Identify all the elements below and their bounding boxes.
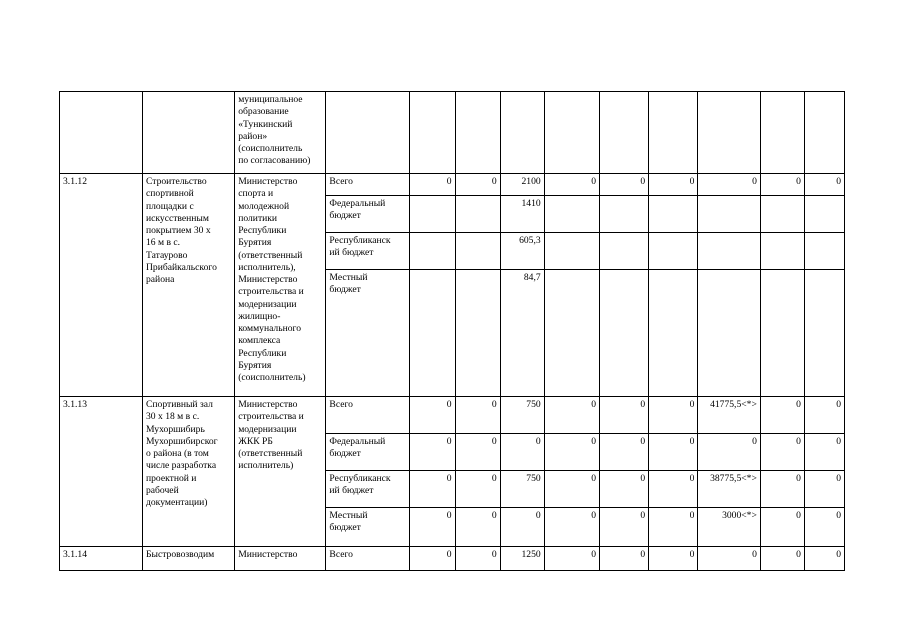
value-cell [760,196,804,233]
value-cell [544,196,599,233]
value-cell: 0 [455,174,500,196]
value-cell: 0 [544,508,599,547]
value-cell [500,92,544,174]
value-cell: 3000<*> [698,508,761,547]
value-cell: 0 [760,508,804,547]
item-responsible: Министерство спорта и молодежной политики Республики Бурятия (ответственный исполнитель), Министерство строительства и модернизации жилищно- коммунального комплекса Республики Бурятия (соисполнитель) [235,174,326,397]
value-cell [455,196,500,233]
value-cell [698,196,761,233]
value-cell: 0 [544,547,599,571]
value-cell: 0 [649,174,698,196]
value-cell: 0 [455,471,500,508]
value-cell [410,270,455,397]
value-cell: 0 [600,471,649,508]
responsible-cell: муниципальное образование «Тункинский район» (соисполнитель по согласованию) [235,92,326,174]
name-cell [143,92,235,174]
value-cell [698,92,761,174]
table-row [60,92,845,174]
value-cell [455,233,500,270]
item-code: 3.1.14 [60,547,143,571]
funding-source: Федеральный бюджет [326,434,410,471]
value-cell: 0 [698,547,761,571]
value-cell: 0 [804,397,844,434]
value-cell: 0 [649,547,698,571]
value-cell [410,233,455,270]
value-cell: 0 [410,471,455,508]
value-cell [600,270,649,397]
value-cell: 0 [410,174,455,196]
value-cell: 0 [760,397,804,434]
value-cell [649,270,698,397]
value-cell: 0 [410,547,455,571]
value-cell: 0 [649,471,698,508]
value-cell [649,92,698,174]
value-cell: 0 [410,434,455,471]
value-cell: 84,7 [500,270,544,397]
value-cell [760,233,804,270]
value-cell: 0 [649,434,698,471]
value-cell: 0 [544,434,599,471]
value-cell: 0 [455,397,500,434]
value-cell [544,233,599,270]
value-cell [804,92,844,174]
value-cell: 0 [600,547,649,571]
table-row [60,397,845,434]
funding-source: Республиканск ий бюджет [326,471,410,508]
funding-source: Местный бюджет [326,508,410,547]
funding-source: Республиканск ий бюджет [326,233,410,270]
budget-table [59,91,845,571]
value-cell: 1250 [500,547,544,571]
value-cell: 0 [804,508,844,547]
value-cell: 0 [544,471,599,508]
value-cell: 0 [760,434,804,471]
source-cell [326,92,410,174]
value-cell: 0 [649,397,698,434]
value-cell [760,92,804,174]
funding-source: Местный бюджет [326,270,410,397]
value-cell: 0 [410,508,455,547]
value-cell: 1410 [500,196,544,233]
value-cell: 41775,5<*> [698,397,761,434]
value-cell: 0 [544,174,599,196]
item-responsible: Министерство строительства и модернизации ЖКК РБ (ответственный исполнитель) [235,397,326,547]
table-row [60,547,845,571]
value-cell: 0 [760,471,804,508]
item-name: Спортивный зал 30 х 18 м в с. Мухоршибирь Мухоршибирског о района (в том числе разработка проектной и рабочей документации) [143,397,235,547]
value-cell [804,233,844,270]
value-cell: 0 [804,547,844,571]
value-cell: 0 [600,434,649,471]
value-cell: 0 [455,508,500,547]
value-cell: 0 [410,397,455,434]
value-cell [804,270,844,397]
item-name: Быстровозводим [143,547,235,571]
value-cell: 0 [760,174,804,196]
value-cell: 0 [500,508,544,547]
value-cell: 0 [600,508,649,547]
value-cell: 0 [649,508,698,547]
value-cell: 0 [804,174,844,196]
value-cell: 0 [760,547,804,571]
value-cell [544,92,599,174]
value-cell: 0 [455,434,500,471]
value-cell [600,196,649,233]
value-cell: 0 [544,397,599,434]
value-cell: 0 [500,434,544,471]
value-cell: 605,3 [500,233,544,270]
value-cell [649,233,698,270]
value-cell: 0 [600,174,649,196]
value-cell [600,92,649,174]
item-responsible: Министерство [235,547,326,571]
funding-source: Всего [326,174,410,196]
value-cell [760,270,804,397]
item-code: 3.1.12 [60,174,143,397]
funding-source: Всего [326,397,410,434]
value-cell: 0 [455,547,500,571]
value-cell [698,270,761,397]
value-cell [455,92,500,174]
value-cell: 0 [600,397,649,434]
value-cell: 2100 [500,174,544,196]
value-cell [455,270,500,397]
value-cell [698,233,761,270]
funding-source: Федеральный бюджет [326,196,410,233]
item-name: Строительство спортивной площадки с искусственным покрытием 30 х 16 м в с. Татаурово Прибайкальского района [143,174,235,397]
funding-source: Всего [326,547,410,571]
value-cell: 0 [804,471,844,508]
value-cell [410,196,455,233]
value-cell [804,196,844,233]
item-code: 3.1.13 [60,397,143,547]
value-cell: 0 [804,434,844,471]
value-cell [410,92,455,174]
value-cell: 750 [500,397,544,434]
code-cell [60,92,143,174]
value-cell: 750 [500,471,544,508]
value-cell: 38775,5<*> [698,471,761,508]
value-cell [544,270,599,397]
value-cell [649,196,698,233]
value-cell: 0 [698,434,761,471]
value-cell [600,233,649,270]
value-cell: 0 [698,174,761,196]
table-row [60,174,845,196]
